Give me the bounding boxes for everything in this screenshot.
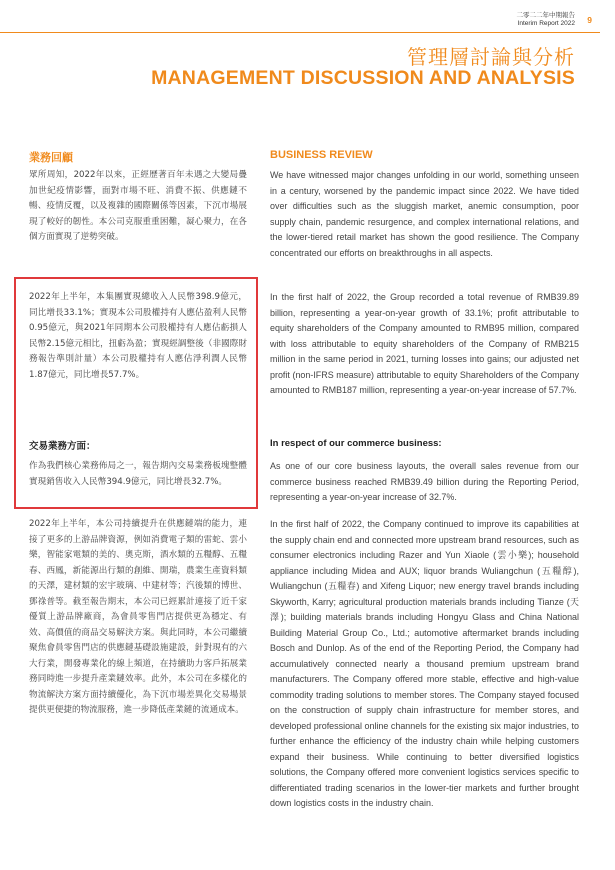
page-title-en: MANAGEMENT DISCUSSION AND ANALYSIS (151, 67, 575, 89)
financial-summary-paragraph-en: In the first half of 2022, the Group recorded a total revenue of RMB39.89 billion, representing a year-on-year growth of 33.1%; profit attributable to equity shareholders of the Company amounted to RMB95 million, compared with loss attributable to equity shareholders of the Company of RMB215 million in the same period in 2021, turning losses into gains; our adjusted net profit (non-IFRS measure) attributable to equity Shareholders of the Company amounted to RMB187 million, representing a year-on-year increase of 57.7%. (270, 292, 579, 395)
business-review-heading-en: BUSINESS REVIEW (270, 149, 373, 161)
commerce-paragraph-en: As one of our core business layouts, the overall sales revenue from our commerce business reached RMB39.49 billion during the Reporting Period, representing a year-on-year increase of 32.7%. (270, 461, 579, 502)
business-review-paragraph-cn: 眾所周知，2022年以來，正經歷著百年未遇之大變局疊加世紀疫情影響，面對市場不旺、消費不振、供應鏈不暢、疫情反覆，以及複雜的國際關係等因素，下沉市場展現了較好的韌性。本公司克服重重困難，凝心聚力，在各個方面實現了逆勢突破。 (29, 170, 247, 242)
supply-chain-paragraph-cn: 2022年上半年，本公司持續提升在供應鏈端的能力，連接了更多的上游品牌資源，例如消費電子類的雷蛇、雲小樂，智能家電類的美的、奧克斯，酒水類的五糧醇、五糧春、西鳳，新能源出行類的創維、開瑞，農業生產資料類的天澤，建材類的宏宇玻璃、中建材等；汽後類的博世、鄧祿普等。截至報告期末，本公司已經累計連接了近千家優質上游品牌廠商，為會員零售門店提供更為穩定、有效、高價值的商品交易解決方案。與此同時，本公司繼續聚焦會員零售門店的供應鏈基礎設施建設，針對現有的六大行業，開發專業化的線上頻道，在持續助力客戶拓展業務同時進一步提升產業鏈效率。此外，本公司在多樣化的物流解決方案方面持續優化，為下沉市場差異化交易場景提供更便捷的物流服務，進一步降低產業鏈的流通成本。 (29, 519, 247, 715)
commerce-heading-cn: 交易業務方面： (29, 441, 96, 452)
page-title-cn: 管理層討論與分析 (407, 45, 575, 69)
business-review-heading-cn: 業務回顧 (29, 151, 73, 164)
commerce-heading-en: In respect of our commerce business: (270, 438, 442, 449)
supply-chain-paragraph-en: In the first half of 2022, the Company continued to improve its capabilities at the supply chain end and connected more upstream brand resources, such as consumer electronics including Razer and Yun Xiaole (雲小樂); household appliance including Midea and AUX; liquor brands Wuliangchun (五糧醇), Wuliangchun (五糧春) and Xifeng Liquor; new energy travel brands including Skyworth, Karry; agricultural production materials brands including Tianze (天澤); building materials brands including Hongyu Glass and China National Building Material Group Co., Ltd.; automotive aftermarket brands including Bosch and Dunlop. As of the end of the Reporting Period, the Company had accumulatively connected nearly a thousand premium upstream brand manufacturers. The Company offered more stable, effective and high-value commodity trading solutions to member stores. The Company stayed focused on the construction of supply chain infrastructure for member stores, and developed professional online channels for the existing six major industries, to further enhance the efficiency of the industry chain while helping customers expand their business. While continuing to better diversified logistics solutions, the Company offered more convenient logistics services specific to differentiated trading scenarios in the lower-tier markets and further brought down logistics costs in the industry chain. (270, 519, 579, 808)
report-title-cn: 二零二二年中期報告 (516, 12, 575, 19)
title-divider (0, 32, 600, 33)
highlight-box (14, 277, 258, 509)
financial-summary-paragraph-cn: 2022年上半年，本集團實現總收入人民幣398.9億元，同比增長33.1%；實現本公司股權持有人應佔盈利人民幣0.95億元，與2021年同期本公司股權持有人應佔虧損人民幣2.15億元相比，扭虧為盈；實現經調整後（非國際財務報告準則計量）本公司股權持有人應佔淨利潤人民幣1.87億元，同比增長57.7%。 (29, 292, 247, 380)
commerce-paragraph-cn: 作為我們核心業務佈局之一，報告期內交易業務板塊整體實現銷售收入人民幣394.9億元，同比增長32.7%。 (29, 461, 247, 487)
report-header (517, 12, 576, 28)
report-title-en: Interim Report 2022 (517, 20, 575, 27)
business-review-paragraph-en: We have witnessed major changes unfolding in our world, something unseen in a century, worsened by the pandemic impact since 2022. We have tided over difficulties such as the sluggish market, anemic consumption, poor supply chain, pandemic resurgence, and complex international relations, and the lower-tiered retail market has shown the good resilience. The Company concentrated our efforts on breakthroughs in all aspects. (270, 170, 579, 258)
page-number: 9 (587, 15, 592, 25)
